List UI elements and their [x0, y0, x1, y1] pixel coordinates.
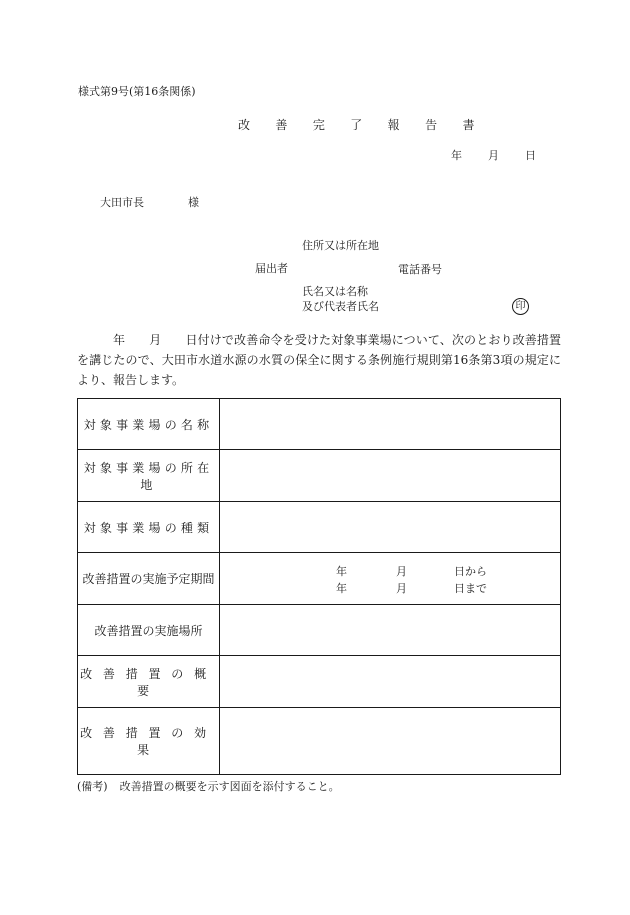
measures-effect-field[interactable] — [220, 708, 561, 775]
facility-name-field[interactable] — [220, 399, 561, 450]
statement-month: 月 — [149, 333, 162, 347]
period-end: 年 月 日まで — [336, 582, 487, 595]
address-label: 住所又は所在地 — [302, 239, 379, 252]
implementation-location-field[interactable] — [220, 605, 561, 656]
representative-name-label: 及び代表者氏名 — [302, 300, 379, 313]
submission-date — [451, 150, 536, 161]
date-month-label: 月 — [488, 149, 499, 162]
implementation-period-field[interactable] — [220, 553, 561, 605]
table-row — [78, 708, 561, 775]
table-row — [78, 553, 561, 605]
form-number-label: 様式第9号(第16条関係) — [78, 85, 196, 98]
row-label: 対象事業場の名称 — [78, 399, 220, 450]
addressee — [100, 197, 199, 208]
seal-mark: 印 — [512, 298, 529, 315]
date-year-label: 年 — [451, 149, 462, 162]
remarks-label: (備考) — [77, 780, 108, 793]
facility-location-field[interactable] — [220, 450, 561, 502]
table-row — [78, 450, 561, 502]
phone-label: 電話番号 — [398, 263, 442, 276]
report-table — [77, 398, 561, 775]
name-label: 氏名又は名称 — [302, 285, 368, 298]
row-label: 対象事業場の所在地 — [78, 450, 220, 502]
row-label: 改善措置の効果 — [78, 708, 220, 775]
row-label: 改善措置の実施場所 — [78, 605, 220, 656]
period-start: 年 月 日から — [336, 565, 487, 578]
table-row — [78, 502, 561, 553]
remarks-note — [77, 781, 340, 792]
table-row — [78, 605, 561, 656]
notifier-label: 届出者 — [255, 262, 288, 275]
statement-year: 年 — [113, 333, 126, 347]
row-label: 改善措置の実施予定期間 — [78, 553, 220, 605]
addressee-honorific: 様 — [188, 196, 199, 209]
row-label: 対象事業場の種類 — [78, 502, 220, 553]
document-title: 改 善 完 了 報 告 書 — [238, 118, 486, 132]
measures-summary-field[interactable] — [220, 656, 561, 708]
date-day-label: 日 — [525, 149, 536, 162]
row-label: 改善措置の概要 — [78, 656, 220, 708]
remarks-text: 改善措置の概要を示す図面を添付すること。 — [119, 780, 340, 793]
report-statement — [77, 330, 561, 390]
addressee-name: 大田市長 — [100, 196, 144, 209]
statement-text: 日付けで改善命令を受けた対象事業場について、次のとおり改善措置を講じたので、大田市水道水源の水質の保全に関する条例施行規則第16条第3項の規定により、報告します。 — [77, 333, 561, 387]
facility-type-field[interactable] — [220, 502, 561, 553]
table-row — [78, 656, 561, 708]
table-row — [78, 399, 561, 450]
